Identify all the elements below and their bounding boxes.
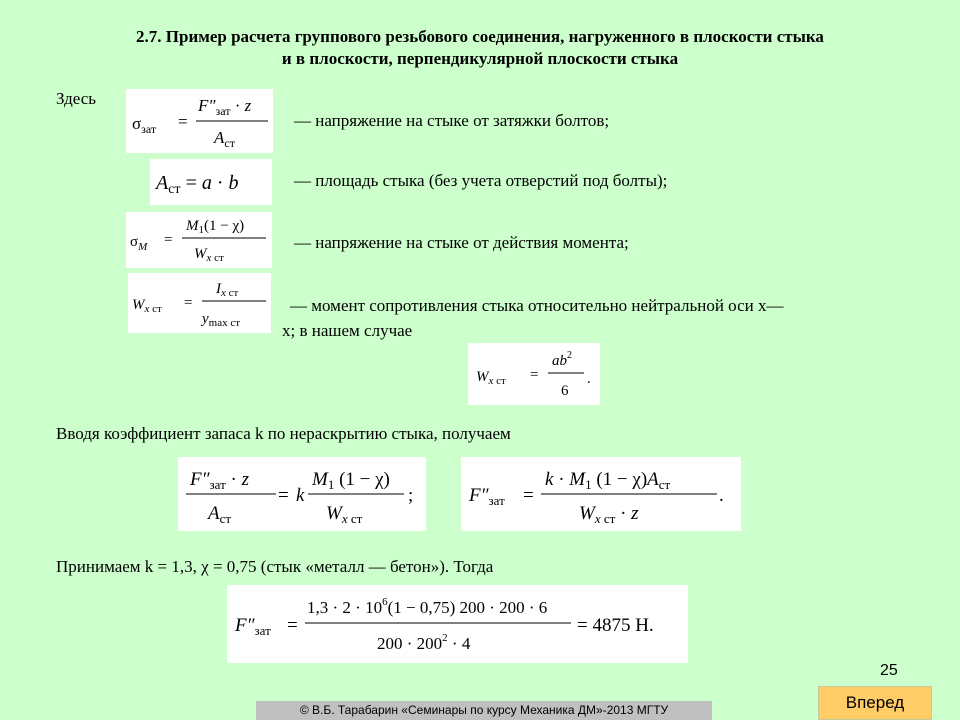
- svg-text:ab2: $ab^2$: [552, 350, 572, 369]
- svg-text:F″зат · z: $F''_{зат} \cdot z$: [190, 469, 250, 492]
- svg-text:F″зат: $F''_{зат}$: [469, 485, 505, 508]
- svg-text:Wx ст: $W_{x ст}$: [194, 246, 224, 264]
- svg-text:Wx ст · z: $W_{x ст} \cdot z$: [579, 503, 639, 526]
- svg-text:1,3 · 2 · 106(1 − 0,75) 200 ·: $1,3 \cdot 2 \cdot 10^6(1 - 0,75) 200 \cdot 200 \cdot 6$: [307, 596, 548, 617]
- svg-text:=: =: [287, 615, 298, 636]
- svg-text:F″зат · z: $F''_{зат} \cdot z$: [198, 96, 252, 118]
- def-2: — площадь стыка (без учета отверстий под болты);: [294, 171, 668, 190]
- footer-copyright: © В.Б. Тарабарин «Семинары по курсу Механика ДМ»-2013 МГТУ: [256, 701, 712, 720]
- svg-text:=: =: [278, 485, 289, 506]
- svg-text:6: 6: [561, 383, 569, 399]
- svg-text:.: .: [719, 485, 724, 506]
- formula-w-value: [468, 343, 600, 405]
- svg-text:=: =: [530, 367, 539, 383]
- svg-text:=: =: [184, 295, 193, 311]
- reserve-text: Вводя коэффициент запаса k по нераскрытию стыка, получаем: [56, 424, 511, 443]
- svg-text:;: ;: [408, 485, 414, 506]
- svg-text:σM: $\sigma_M$: [130, 234, 148, 253]
- accept-text: Принимаем k = 1,3, χ = 0,75 (стык «металл — бетон»). Тогда: [56, 557, 494, 576]
- svg-text:σзат: $\sigma_{зат}$: [132, 114, 157, 136]
- svg-text:Ix ст: $I_{x ст}$: [216, 281, 239, 299]
- svg-text:M1 (1 − χ): $M_1$ (1 − χ): [312, 469, 390, 492]
- def-4: — момент сопротивления стыка относительно нейтральной оси x—: [290, 296, 784, 315]
- svg-text:200 · 2002 · 4: $200 \cdot 200^2 \cdot 4$: [377, 632, 471, 653]
- svg-text:=: =: [523, 485, 534, 506]
- def-3: — напряжение на стыке от действия момента;: [294, 233, 629, 252]
- svg-text:M1(1 − χ): $M_1(1 - \chi)$: [186, 218, 245, 236]
- svg-text:k · M1 (1 − χ)Aст: $k \cdot M_1$ $(1 - \chi)A_{ст}$: [545, 469, 671, 492]
- next-button[interactable]: Вперед: [818, 686, 932, 720]
- result-value: = 4875 Н.: [577, 615, 654, 636]
- svg-text:Wx ст: $W_{x ст}$: [326, 503, 363, 526]
- svg-text:k: k: [296, 485, 305, 506]
- svg-text:=: =: [164, 232, 173, 248]
- title-line-1: 2.7. Пример расчета группового резьбового соединения, нагруженного в плоскости стыка: [136, 27, 824, 46]
- formula-result: [227, 585, 688, 663]
- page-number: 25: [880, 662, 898, 679]
- svg-text:Wx ст: $W_{x ст}$: [476, 369, 506, 387]
- formula-force: [461, 457, 741, 531]
- def-1: — напряжение на стыке от затяжки болтов;: [294, 111, 610, 130]
- svg-text:Aст = a · b: $A_{ст} = a \cdot b$: [156, 172, 239, 197]
- svg-text:Aст: $A_{ст}$: [214, 128, 235, 150]
- formula-sigma-m: [126, 212, 272, 268]
- formula-area: [150, 159, 272, 205]
- slide-title: [0, 26, 960, 70]
- svg-text:=: =: [178, 112, 188, 131]
- intro-text: Здесь: [56, 89, 97, 108]
- formula-sigma-zat: [126, 89, 273, 153]
- svg-text:Aст: $A_{ст}$: [208, 503, 232, 526]
- def-4-cont: x; в нашем случае: [282, 321, 413, 340]
- svg-text:Wx ст: $W_{x ст}$: [132, 297, 162, 315]
- svg-text:ymax ст: $y_{max ст}$: [202, 311, 241, 329]
- formula-section-modulus: [128, 273, 271, 333]
- svg-text:.: .: [587, 371, 591, 387]
- formula-condition: [178, 457, 426, 531]
- title-line-2: и в плоскости, перпендикулярной плоскости стыка: [281, 49, 679, 68]
- svg-text:F″зат: $F''_{зат}$: [235, 615, 271, 638]
